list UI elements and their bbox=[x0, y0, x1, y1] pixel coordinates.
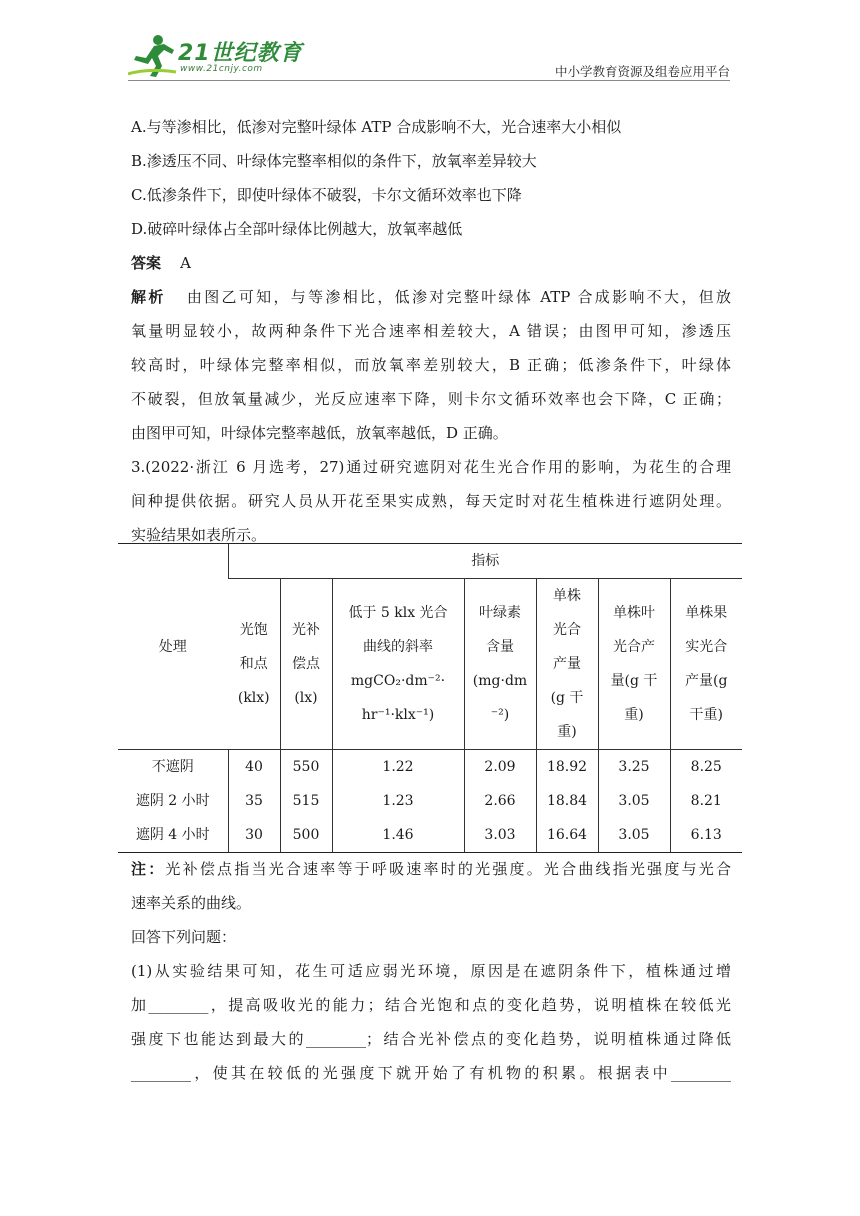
treatment-header: 处理 bbox=[118, 544, 228, 750]
table-cell: 8.25 bbox=[670, 750, 742, 785]
table-cell: 515 bbox=[280, 784, 332, 818]
table-cell: 3.05 bbox=[598, 784, 670, 818]
indicator-header: 指标 bbox=[228, 544, 742, 579]
q1-line-4: ________，使其在较低的光强度下就开始了有机物的积累。根据表中________ bbox=[131, 1064, 731, 1082]
table-cell: 18.84 bbox=[536, 784, 598, 818]
row-label: 遮阴 2 小时 bbox=[135, 793, 210, 809]
table-cell: 30 bbox=[228, 818, 280, 853]
q1-line-2: 加________，提高吸收光的能力；结合光饱和点的变化趋势，说明植株在较低光 bbox=[131, 996, 731, 1014]
after-table-content bbox=[131, 852, 731, 1090]
table-cell: 35 bbox=[228, 784, 280, 818]
question3-line-1: 3.(2022·浙江 6 月选考，27)通过研究遮阴对花生光合作用的影响，为花生的合理 bbox=[131, 458, 731, 476]
note-line-2: 速率关系的曲线。 bbox=[131, 894, 252, 912]
note-label: 注： bbox=[131, 860, 166, 878]
platform-name: 中小学教育资源及组卷应用平台 bbox=[554, 64, 730, 79]
runner-icon bbox=[128, 34, 178, 78]
column-header-fruit-yield: 单株果 实光合 产量(g 干重) bbox=[670, 579, 742, 750]
table-row bbox=[118, 818, 742, 853]
column-header-plant-yield: 单株 光合 产量 (g 干 重) bbox=[536, 579, 598, 750]
prompt-line: 回答下列问题： bbox=[131, 928, 237, 946]
analysis-label: 解析 bbox=[131, 288, 166, 306]
q1-line-1: (1)从实验结果可知，花生可适应弱光环境，原因是在遮阴条件下，植株通过增 bbox=[131, 962, 731, 980]
option-c: C.低渗条件下，即使叶绿体不破裂，卡尔文循环效率也下降 bbox=[131, 186, 522, 204]
page-header bbox=[128, 30, 730, 82]
table-cell: 16.64 bbox=[536, 818, 598, 853]
table-cell: 1.23 bbox=[332, 784, 464, 818]
analysis-line-4: 不破裂，但放氧量减少，光反应速率下降，则卡尔文循环效率也会下降，C 正确； bbox=[131, 390, 731, 408]
table-cell: 18.92 bbox=[536, 750, 598, 785]
column-header-light-saturation: 光饱 和点 (klx) bbox=[228, 579, 280, 750]
question-content bbox=[131, 110, 731, 552]
option-b: B.渗透压不同、叶绿体完整率相似的条件下，放氧率差异较大 bbox=[131, 152, 537, 170]
logo bbox=[128, 34, 303, 78]
answer-label: 答案 bbox=[131, 254, 162, 272]
table-row bbox=[118, 784, 742, 818]
row-label: 遮阴 4 小时 bbox=[118, 818, 228, 853]
q1-line-3: 强度下也能达到最大的________；结合光补偿点的变化趋势，说明植株通过降低 bbox=[131, 1030, 731, 1048]
option-a: A.与等渗相比，低渗对完整叶绿体 ATP 合成影响不大，光合速率大小相似 bbox=[131, 118, 622, 136]
table-cell: 3.05 bbox=[598, 818, 670, 853]
analysis-line-2: 氧量明显较小，故两种条件下光合速率相差较大，A 错误；由图甲可知，渗透压 bbox=[131, 322, 731, 340]
column-header-slope: 低于 5 klx 光合 曲线的斜率 mgCO₂·dm⁻²· hr⁻¹·klx⁻¹) bbox=[332, 579, 464, 750]
analysis-line-1: 解析 由图乙可知，与等渗相比，低渗对完整叶绿体 ATP 合成影响不大，但放 bbox=[131, 288, 731, 306]
logo-text: 21世纪教育 bbox=[178, 41, 303, 66]
table-cell: 2.09 bbox=[464, 750, 536, 785]
option-d: D.破碎叶绿体占全部叶绿体比例越大，放氧率越低 bbox=[131, 220, 463, 238]
table-cell: 3.03 bbox=[464, 818, 536, 853]
header-divider bbox=[128, 80, 730, 81]
table-cell: 8.21 bbox=[670, 784, 742, 818]
logo-url: www.21cnjy.com bbox=[180, 64, 263, 74]
results-table bbox=[118, 543, 742, 853]
analysis-line-5: 由图甲可知，叶绿体完整率越低，放氧率越低，D 正确。 bbox=[131, 424, 508, 442]
column-header-leaf-yield: 单株叶 光合产 量(g 干 重) bbox=[598, 579, 670, 750]
note-line-1: 注：光补偿点指当光合速率等于呼吸速率时的光强度。光合曲线指光强度与光合 bbox=[131, 860, 731, 878]
answer-line bbox=[131, 246, 731, 280]
table-row bbox=[118, 750, 742, 785]
question3-line-2: 间种提供依据。研究人员从开花至果实成熟，每天定时对花生植株进行遮阴处理。 bbox=[131, 492, 731, 510]
column-header-chlorophyll: 叶绿素 含量 (mg·dm ⁻²) bbox=[464, 579, 536, 750]
table-cell: 1.22 bbox=[332, 750, 464, 785]
table-cell: 3.25 bbox=[598, 750, 670, 785]
column-header-light-compensation: 光补 偿点 (lx) bbox=[280, 579, 332, 750]
table-cell: 550 bbox=[280, 750, 332, 785]
table-cell: 500 bbox=[280, 818, 332, 853]
table-cell: 2.66 bbox=[464, 784, 536, 818]
row-label: 不遮阴 bbox=[151, 759, 194, 775]
table-cell: 1.46 bbox=[332, 818, 464, 853]
question3-line-3: 实验结果如表所示。 bbox=[131, 526, 267, 544]
table-cell: 40 bbox=[228, 750, 280, 785]
table-cell: 6.13 bbox=[670, 818, 742, 853]
answer-value: A bbox=[180, 254, 191, 272]
analysis-line-3: 较高时，叶绿体完整率相似，而放氧率差别较大，B 正确；低渗条件下，叶绿体 bbox=[131, 356, 731, 374]
